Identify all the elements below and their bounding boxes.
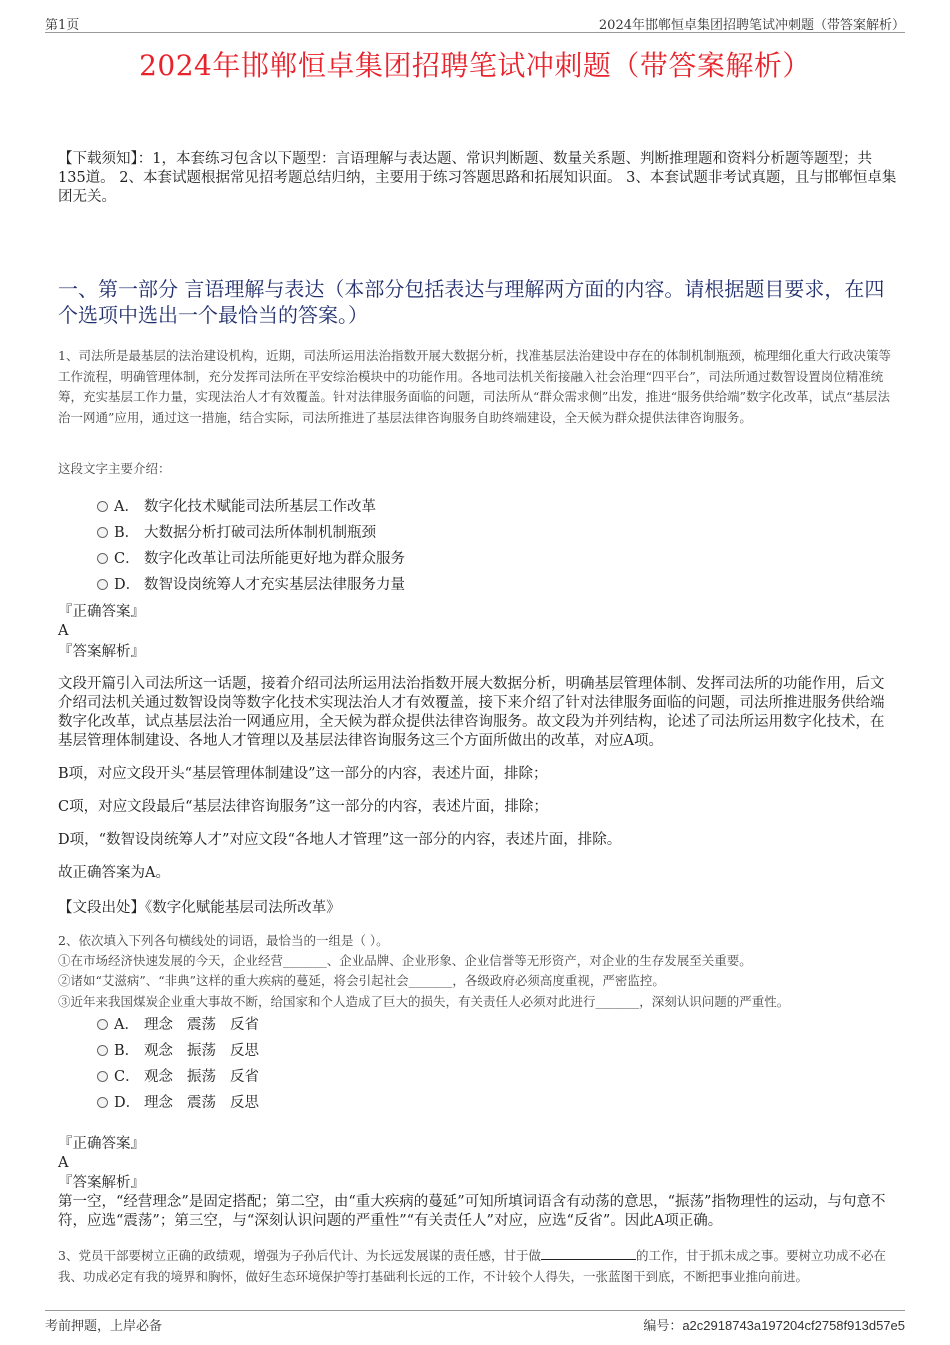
q1-analysis-conclusion: 故正确答案为A。 (58, 865, 170, 881)
q1-analysis-main: 文段开篇引入司法所这一话题，接着介绍司法所运用法治指数开展大数据分析，明确基层管理体制、发挥司法所的功能作用，后文介绍司法机关通过数智设岗等数字化技术实现法治人才有效覆盖，接下来介绍了针对法律服务面临的问题，司法所推进服务供给端数字化改革，试点基层法治一网通应用，全天候为群众提供法律咨询服务。故文段为并列结构，论述了司法所运用数字化技术，在基层管理体制建设、各地人才管理以及基层法律咨询服务这三个方面所做出的改革，对应A项。 (58, 676, 885, 749)
q2-options (97, 1012, 273, 1116)
download-notice: 【下载须知】：1，本套练习包含以下题型：言语理解与表达题、常识判断题、数量关系题、判断推理题和资料分析题等题型；共135道。 2、本套试题根据常见招考题总结归纳，主要用于练习答题思路和拓展知识面。 3、本套试题非考试真题，且与邯郸恒卓集团无关。 (58, 151, 897, 205)
q1-correct-answer-label: 『正确答案』 (58, 604, 145, 620)
radio-icon[interactable] (97, 1019, 108, 1030)
q2-sentence-2: ②诸如“艾滋病”、“非典”这样的重大疾病的蔓延，将会引起社会_______，各级政府必须高度重视，严密监控。 (58, 973, 665, 988)
q2-option-d[interactable]: D． 理念 震荡 反思 (97, 1090, 273, 1116)
document-title: 2024年邯郸恒卓集团招聘笔试冲刺题（带答案解析） (139, 49, 811, 82)
page-number: 第1页 (45, 18, 80, 33)
radio-icon[interactable] (97, 1097, 108, 1108)
q1-prompt: 这段文字主要介绍： (58, 461, 171, 476)
radio-icon[interactable] (97, 527, 108, 538)
q1-options (97, 494, 405, 598)
q2-analysis-label: 『答案解析』 (58, 1175, 145, 1191)
answer-blank[interactable] (541, 1247, 636, 1260)
q3-stem: 3、党员干部要树立正确的政绩观，增强为子孙后代计、为长远发展谋的责任感，甘于做 的工作，甘于抓未成之事。要树立功成不必在我、功成必定有我的境界和胸怀，做好生态环境保护等打基础利长远的工作，不计较个人得失，一张蓝图干到底，不断把事业推向前进。 (58, 1248, 886, 1284)
radio-icon[interactable] (97, 1045, 108, 1056)
radio-icon[interactable] (97, 579, 108, 590)
q1-analysis-b: B项，对应文段开头“基层管理体制建设”这一部分的内容，表述片面，排除； (58, 766, 548, 782)
q2-sentence-3: ③近年来我国煤炭企业重大事故不断，给国家和个人造成了巨大的损失，有关责任人必须对此进行_______，深刻认识问题的严重性。 (58, 994, 790, 1009)
q2-answer: A (58, 1155, 69, 1171)
q1-option-a[interactable]: A． 数字化技术赋能司法所基层工作改革 (97, 494, 405, 520)
q1-analysis-d: D项，“数智设岗统筹人才”对应文段“各地人才管理”这一部分的内容，表述片面，排除。 (58, 832, 622, 848)
q1-analysis-label: 『答案解析』 (58, 644, 145, 660)
q1-analysis-c: C项，对应文段最后“基层法律咨询服务”这一部分的内容，表述片面，排除； (58, 799, 548, 815)
q1-option-c[interactable]: C． 数字化改革让司法所能更好地为群众服务 (97, 546, 405, 572)
q2-analysis: 第一空，“经营理念”是固定搭配；第二空，由“重大疾病的蔓延”可知所填词语含有动荡的意思，“振荡”指物理性的运动，与句意不符，应选“震荡”；第三空，与“深刻认识问题的严重性”“有关责任人”对应，应选“反省”。因此A项正确。 (58, 1194, 886, 1229)
q1-source: 【文段出处】《数字化赋能基层司法所改革》 (58, 900, 341, 916)
page-footer (45, 1310, 905, 1333)
section-heading-1: 一、第一部分 言语理解与表达（本部分包括表达与理解两方面的内容。请根据题目要求，在四个选项中选出一个最恰当的答案。） (58, 277, 885, 327)
q2-option-b[interactable]: B． 观念 振荡 反思 (97, 1038, 273, 1064)
q1-option-b[interactable]: B． 大数据分析打破司法所体制机制瓶颈 (97, 520, 405, 546)
q1-answer: A (58, 623, 69, 639)
q2-option-c[interactable]: C． 观念 振荡 反省 (97, 1064, 273, 1090)
q2-option-a[interactable]: A． 理念 震荡 反省 (97, 1012, 273, 1038)
radio-icon[interactable] (97, 1071, 108, 1082)
q2-correct-answer-label: 『正确答案』 (58, 1136, 145, 1152)
q1-option-d[interactable]: D． 数智设岗统筹人才充实基层法律服务力量 (97, 572, 405, 598)
q1-stem: 1、司法所是最基层的法治建设机构，近期，司法所运用法治指数开展大数据分析，找准基层法治建设中存在的体制机制瓶颈，梳理细化重大行政决策等工作流程，明确管理体制，充分发挥司法所在平安综治模块中的功能作用。各地司法机关衔接融入社会治理“四平台”，司法所通过数智设置岗位精准统筹，充实基层工作力量，实现法治人才有效覆盖。针对法律服务面临的问题，司法所从“群众需求侧”出发，推进“服务供给端”数字化改革，试点“基层法治一网通”应用，通过这一措施，结合实际，司法所推进了基层法律咨询服务自助终端建设，全天候为群众提供法律咨询服务。 (58, 348, 891, 425)
q2-stem: 2、依次填入下列各句横线处的词语，最恰当的一组是（ ）。 (58, 933, 389, 948)
radio-icon[interactable] (97, 501, 108, 512)
footer-slogan: 考前押题，上岸必备 (45, 1319, 163, 1334)
footer-code: 编号：a2c2918743a197204cf2758f913d57e5 (643, 1318, 905, 1334)
q2-sentence-1: ①在市场经济快速发展的今天，企业经营_______、企业品牌、企业形象、企业信誉等无形资产，对企业的生存发展至关重要。 (58, 953, 752, 968)
header-doc-title: 2024年邯郸恒卓集团招聘笔试冲刺题（带答案解析） (598, 18, 905, 33)
radio-icon[interactable] (97, 553, 108, 564)
page-header (45, 12, 905, 33)
